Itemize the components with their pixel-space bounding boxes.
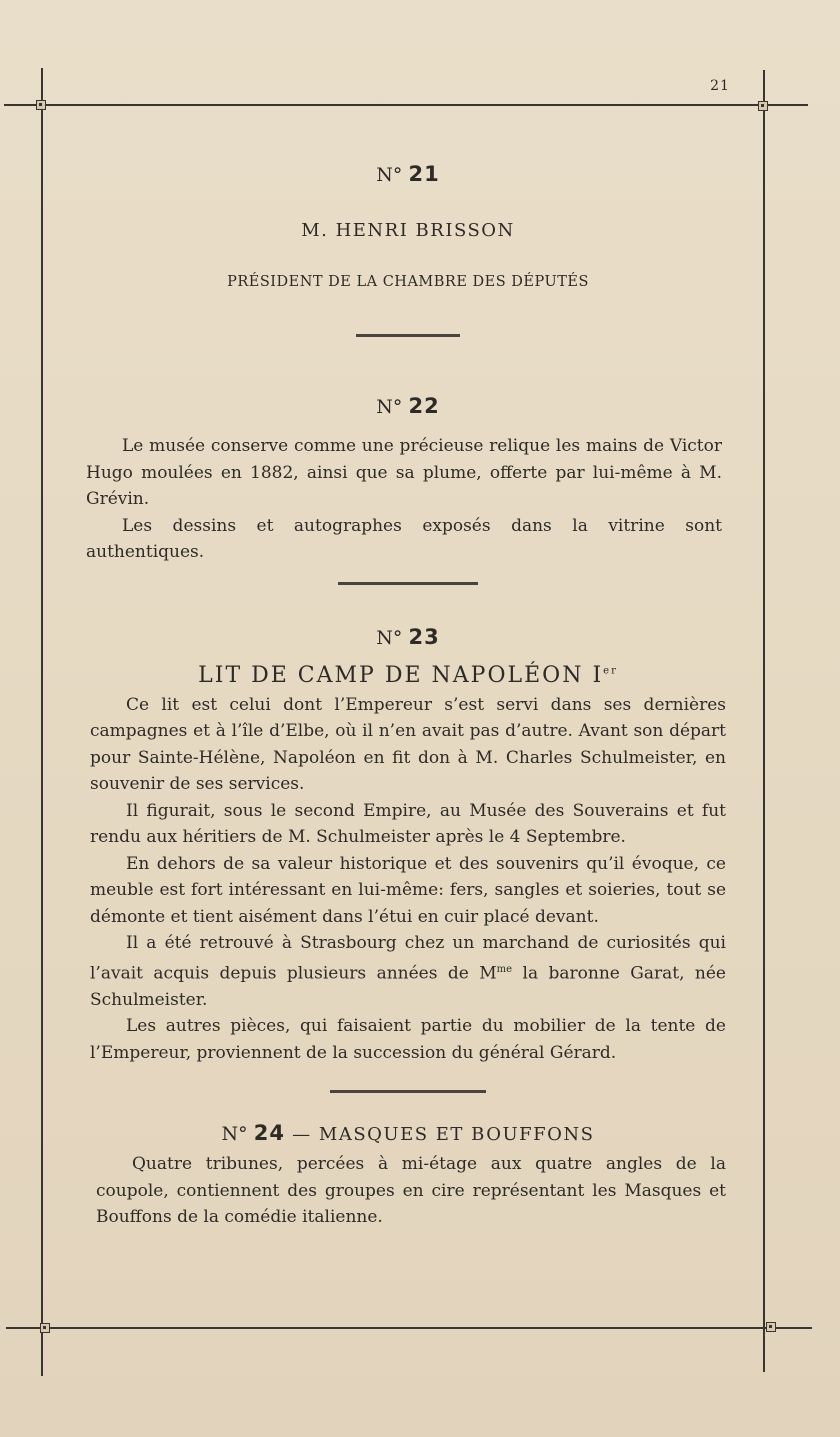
item-22-paragraph: Les dessins et autographes exposés dans la vitrine sont authentiques. bbox=[86, 515, 722, 562]
item-21-name: M. HENRI BRISSON bbox=[301, 220, 515, 241]
frame-corner-ornament bbox=[766, 1322, 776, 1332]
page-content bbox=[86, 150, 726, 1231]
item-23-paragraph: Ce lit est celui dont l’Empereur s’est servi dans ses dernières campagnes et à l’île d’Elbe, où il n’en avait pas d’autre. Avant son départ pour Sainte-Hélène, Napoléon en fit don à M. Charles Schulmeister, en souvenir de ses services. bbox=[90, 694, 726, 794]
frame-corner-ornament bbox=[40, 1323, 50, 1333]
frame-corner-ornament bbox=[758, 101, 768, 111]
item-24-paragraph: Quatre tribunes, percées à mi-étage aux quatre angles de la coupole, contiennent des groupes en cire représentant les Masques et Bouffons de la comédie italienne. bbox=[96, 1154, 726, 1228]
frame-corner-ornament bbox=[36, 100, 46, 110]
page-number: 21 bbox=[710, 78, 730, 94]
frame-left-rule bbox=[41, 68, 43, 1376]
item-23-paragraph: En dehors de sa valeur historique et des souvenirs qu’il évoque, ce meuble est fort intéressant en lui-même: fers, sangles et soieries, tout se démonte et tient aisément dans l’étui en cuir placé devant. bbox=[90, 853, 726, 927]
frame-bottom-rule bbox=[6, 1327, 812, 1329]
item-23-paragraph: Il a été retrouvé à Strasbourg chez un marchand de curiosités qui l’avait acquis depuis plusieurs années de $M^{me}$ la baronne Garat, née Schulmeister. bbox=[90, 933, 726, 1010]
frame-top-rule bbox=[4, 104, 808, 106]
item-23-title: LIT DE CAMP DE NAPOLÉON Ier bbox=[198, 662, 618, 688]
item-22-paragraph: Le musée conserve comme une précieuse relique les mains de Victor Hugo moulées en 1882, ainsi que sa plume, offerte par lui-même à M. Grévin. bbox=[86, 436, 722, 509]
item-24-heading: N° 24 — MASQUES ET BOUFFONS bbox=[221, 1121, 595, 1146]
item-21-title: PRÉSIDENT DE LA CHAMBRE DES DÉPUTÉS bbox=[227, 274, 589, 290]
item-22-number: N° 22 bbox=[376, 394, 440, 418]
section-divider bbox=[338, 582, 478, 585]
item-21-number: N° 21 bbox=[376, 162, 440, 186]
section-divider bbox=[330, 1090, 486, 1093]
section-divider bbox=[356, 334, 460, 337]
frame-right-rule bbox=[763, 70, 765, 1372]
item-23-paragraph: Il figurait, sous le second Empire, au Musée des Souverains et fut rendu aux héritiers de M. Schulmeister après le 4 Septembre. bbox=[90, 800, 726, 847]
item-23-paragraph: Les autres pièces, qui faisaient partie du mobilier de la tente de l’Empereur, proviennent de la succession du général Gérard. bbox=[90, 1016, 726, 1063]
item-23-number: N° 23 bbox=[376, 624, 440, 649]
